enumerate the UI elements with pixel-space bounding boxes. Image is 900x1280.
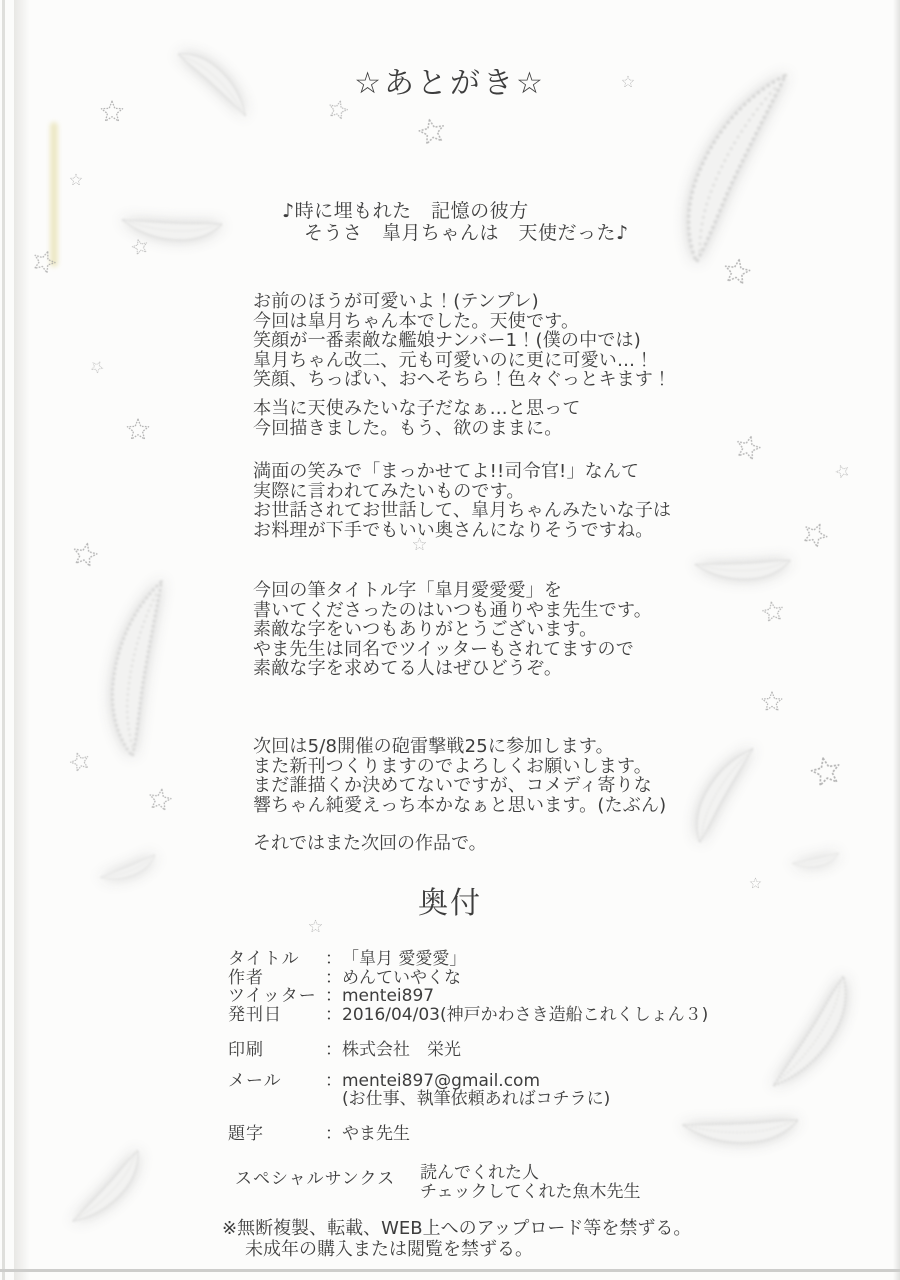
text-line: 次回は5/8開催の砲雷撃戦25に参加します。	[253, 736, 614, 757]
text-line: 本当に天使みたいな子だなぁ…と思って	[253, 398, 581, 419]
scan-edge-left-line	[2, 0, 5, 1280]
text-line: やま先生は同名でツイッターもされてますので	[253, 638, 634, 660]
colophon-row	[228, 1006, 708, 1025]
colophon-row	[228, 1041, 708, 1060]
copyright-notice-line: 未成年の購入または閲覧を禁ずる。	[245, 1239, 533, 1260]
star-icon	[720, 255, 755, 290]
text-line: 書いてくださったのはいつも通りやま先生です。	[253, 599, 652, 621]
feather-icon	[112, 177, 230, 267]
afterword-paragraph	[253, 292, 671, 390]
text-line: お料理が下手でもいい奥さんになりそうですね。	[253, 519, 654, 541]
text-line: また新刊つくりますのでよろしくお願いします。	[253, 755, 652, 777]
feather-icon	[681, 733, 773, 857]
star-icon	[125, 417, 151, 443]
colophon-value: めんていやくな	[342, 967, 461, 988]
star-icon	[796, 516, 833, 553]
colophon-row	[228, 987, 708, 1006]
colophon-colon: ：	[325, 986, 342, 1006]
colophon-label: 作者	[228, 967, 264, 988]
email-note: (お仕事、執筆依頼あればコチラに)	[342, 1089, 611, 1109]
text-line: 満面の笑みで「まっかせてよ!!司令官!」なんて	[253, 461, 640, 482]
scan-stain	[50, 122, 58, 267]
text-line: 今回の筆タイトル字「皐月愛愛愛」を	[253, 580, 563, 601]
special-thanks-line: チェックしてくれた魚木先生	[420, 1182, 641, 1202]
text-line: 笑顔、ちっぱい、おへそちら！色々ぐっとキます！	[253, 369, 672, 390]
feather-icon	[54, 1127, 155, 1245]
feather-icon	[76, 568, 221, 768]
text-line: 今回描きました。もう、欲のままに。	[253, 417, 563, 439]
colophon-label: 発刊日	[228, 1004, 282, 1025]
colophon-value	[342, 1072, 610, 1110]
afterword-paragraph	[253, 399, 581, 438]
star-icon	[145, 785, 175, 815]
closing-line: それではまた次回の作品で。	[253, 833, 487, 854]
afterword-paragraph	[253, 462, 671, 540]
colophon-row	[228, 1072, 708, 1110]
scan-edge-left	[14, 0, 30, 1280]
colophon-row	[228, 1125, 708, 1144]
star-icon	[99, 99, 125, 125]
text-line: 皐月ちゃん改二、元も可愛いのに更に可愛い…！	[253, 349, 654, 371]
colophon-label: タイトル	[228, 949, 300, 969]
afterword-paragraph	[253, 737, 666, 815]
colophon-colon: ：	[325, 1124, 342, 1144]
colophon-value: 株式会社 栄光	[342, 1040, 461, 1060]
star-icon	[87, 357, 106, 376]
special-thanks	[235, 1164, 641, 1202]
star-icon	[414, 114, 450, 150]
colophon-label: メール	[228, 1070, 282, 1091]
star-icon	[69, 173, 83, 187]
copyright-notice	[222, 1218, 691, 1260]
colophon-row	[228, 969, 708, 988]
star-icon	[833, 462, 852, 481]
star-icon	[68, 538, 101, 571]
song-lyrics	[282, 200, 629, 244]
colophon-colon: ：	[325, 1070, 342, 1091]
star-icon	[731, 431, 765, 465]
lyric-line: そうさ 皐月ちゃんは 天使だった♪	[304, 222, 629, 244]
star-icon	[760, 690, 784, 714]
colophon-value: やま先生	[342, 1124, 410, 1144]
colophon-heading: 奥付	[418, 886, 482, 921]
scan-edge-bottom	[0, 1269, 900, 1272]
star-icon	[66, 748, 94, 776]
text-line: 響ちゃん純愛えっち本かなぁと思います。(たぶん)	[253, 794, 667, 816]
colophon-colon: ：	[325, 1040, 342, 1060]
text-line: 素敵な字を求めてる人はぜひどうぞ。	[253, 658, 563, 679]
colophon-colon: ：	[325, 1004, 342, 1025]
colophon-table	[228, 950, 708, 1144]
special-thanks-lines	[420, 1164, 641, 1202]
colophon-label: ツイッター	[228, 986, 317, 1006]
colophon-label: 印刷	[228, 1040, 264, 1060]
special-thanks-label: スペシャルサンクス	[235, 1169, 396, 1189]
email-value: mentei897@gmail.com	[342, 1070, 541, 1091]
colophon-value: mentei897	[342, 986, 435, 1006]
afterword-paragraph	[253, 581, 652, 679]
feather-icon	[785, 832, 844, 885]
star-icon	[806, 752, 846, 792]
colophon-label: 題字	[228, 1124, 264, 1144]
text-line: 素敵な字をいつもありがとうございます。	[253, 619, 598, 640]
text-line: 実際に言われてみたいものです。	[253, 480, 525, 502]
text-line: お世話されてお世話して、皐月ちゃんみたいな子は	[253, 500, 672, 521]
special-thanks-line: 読んでくれた人	[420, 1163, 539, 1183]
text-line: お前のほうが可愛いよ！(テンプレ)	[253, 291, 539, 312]
copyright-notice-line: ※無断複製、転載、WEB上へのアップロード等を禁ずる。	[222, 1218, 692, 1239]
star-icon	[759, 598, 787, 626]
scan-edge-right	[893, 0, 900, 1280]
lyric-line: ♪時に埋もれた 記憶の彼方	[282, 200, 529, 222]
colophon-value: 「皐月 愛愛愛」	[342, 949, 467, 969]
text-line: 今回は皐月ちゃん本でした。天使です。	[253, 310, 580, 332]
colophon-row	[228, 950, 708, 969]
text-line: まだ誰描くか決めてないですが、コメディ寄りな	[253, 775, 652, 796]
colophon-colon: ：	[325, 949, 342, 969]
colophon-colon: ：	[325, 967, 342, 988]
text-line: 笑顔が一番素敵な艦娘ナンバー1！(僕の中では)	[253, 330, 641, 351]
afterword-title: ☆あとがき☆	[354, 66, 546, 101]
colophon-value: 2016/04/03(神戸かわさき造船これくしょん３)	[342, 1004, 709, 1025]
feather-icon	[684, 516, 799, 608]
